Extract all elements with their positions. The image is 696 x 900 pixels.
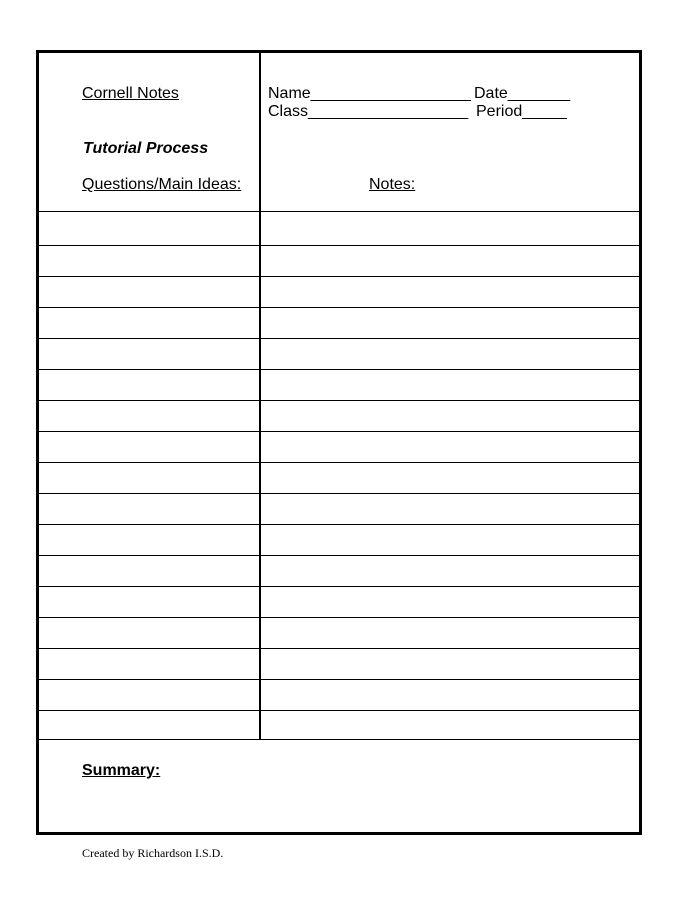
ruled-line bbox=[39, 679, 639, 680]
ruled-line bbox=[39, 276, 639, 277]
ruled-line bbox=[39, 338, 639, 339]
ruled-line bbox=[39, 617, 639, 618]
summary-label: Summary: bbox=[82, 762, 161, 779]
ruled-line bbox=[39, 586, 639, 587]
column-divider bbox=[259, 53, 261, 739]
ruled-line bbox=[39, 369, 639, 370]
cornell-notes-sheet bbox=[36, 50, 642, 835]
footer-credit: Created by Richardson I.S.D. bbox=[82, 846, 224, 860]
ruled-line bbox=[39, 431, 639, 432]
ruled-line bbox=[39, 524, 639, 525]
ruled-line bbox=[39, 555, 639, 556]
form-subtitle: Tutorial Process bbox=[83, 140, 209, 157]
form-title: Cornell Notes bbox=[82, 85, 179, 102]
period-field[interactable]: Period_____ bbox=[476, 103, 567, 120]
ruled-line bbox=[39, 245, 639, 246]
ruled-line bbox=[39, 462, 639, 463]
class-field[interactable]: Class__________________ bbox=[268, 103, 469, 120]
ruled-line bbox=[39, 648, 639, 649]
questions-column-header: Questions/Main Ideas: bbox=[82, 176, 242, 193]
summary-divider bbox=[39, 739, 639, 740]
ruled-line bbox=[39, 710, 639, 711]
ruled-line bbox=[39, 400, 639, 401]
ruled-line bbox=[39, 307, 639, 308]
date-field[interactable]: Date_______ bbox=[474, 85, 571, 102]
header-divider bbox=[39, 211, 639, 212]
notes-column-header: Notes: bbox=[369, 176, 416, 193]
name-field[interactable]: Name__________________ bbox=[268, 85, 471, 102]
ruled-line bbox=[39, 493, 639, 494]
